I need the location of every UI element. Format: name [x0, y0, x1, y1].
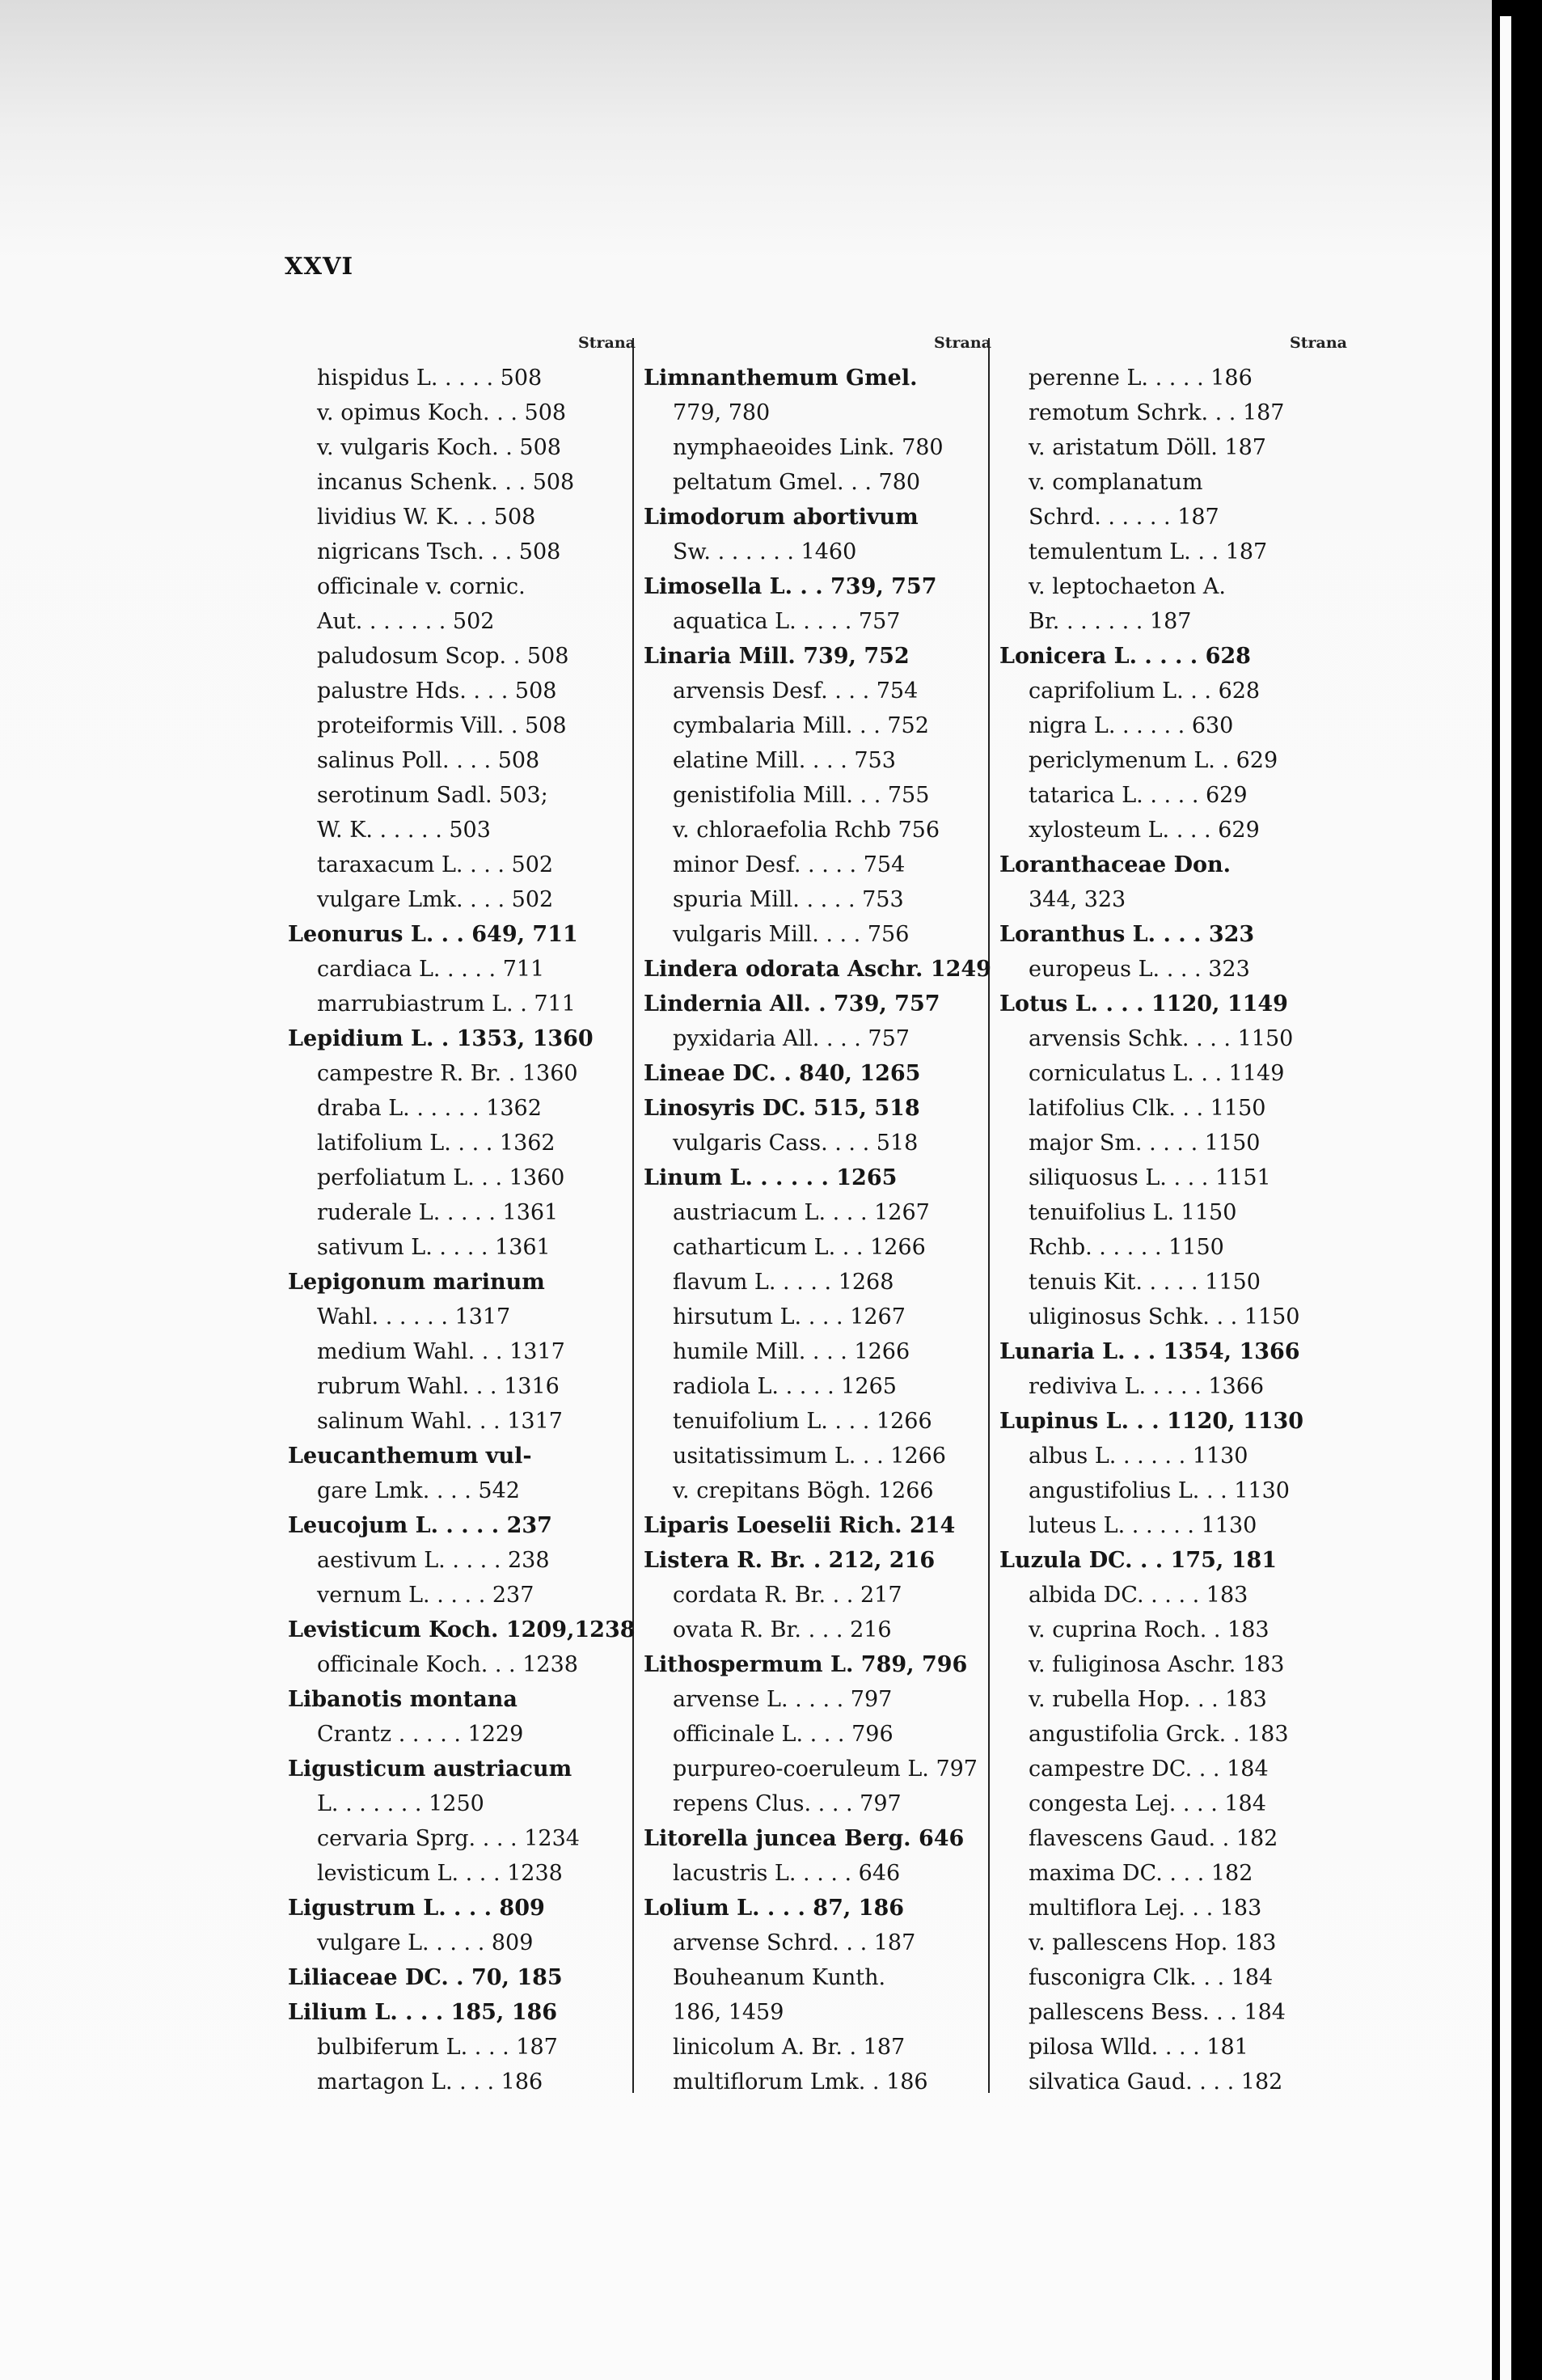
index-entry-species: proteiformis Vill. . 508 [317, 713, 567, 738]
index-entry-genus: Leucanthemum vul- [288, 1444, 532, 1469]
index-entry-genus: Limnanthemum Gmel. [644, 366, 918, 391]
index-entry-genus: Limodorum abortivum [644, 505, 919, 530]
index-column-3 [999, 332, 1347, 2099]
index-entry-species: Wahl. . . . . . 1317 [317, 1304, 511, 1330]
index-entry-species: linicolum A. Br. . 187 [673, 2035, 906, 2060]
index-entry-species: pyxidaria All. . . . 757 [673, 1026, 910, 1051]
index-entry-genus: Lilium L. . . . 185, 186 [288, 2000, 558, 2025]
index-entry-species: nigra L. . . . . . 630 [1029, 713, 1234, 738]
column-header: Strana [578, 334, 636, 352]
column-header: Strana [1290, 334, 1347, 352]
index-entry-species: flavum L. . . . . 1268 [673, 1270, 894, 1295]
index-entry-species: gare Lmk. . . . 542 [317, 1478, 520, 1503]
index-entry-species: sativum L. . . . . 1361 [317, 1235, 551, 1260]
index-entry-species: hirsutum L. . . . 1267 [673, 1304, 906, 1330]
index-entry-species: v. aristatum Döll. 187 [1029, 435, 1266, 460]
index-entry-genus: Levisticum Koch. 1209,1238 [288, 1617, 636, 1642]
index-entry-species: v. rubella Hop. . . 183 [1029, 1687, 1267, 1712]
index-entry-species: arvensis Schk. . . . 1150 [1029, 1026, 1294, 1051]
index-entry-species: genistifolia Mill. . . 755 [673, 783, 930, 808]
index-entry-genus: Libanotis montana [288, 1687, 518, 1712]
index-entry-genus: Linaria Mill. 739, 752 [644, 644, 910, 669]
next-page-edge [1500, 16, 1511, 2380]
index-entry-genus: Listera R. Br. . 212, 216 [644, 1548, 936, 1573]
index-entry-genus: Lithospermum L. 789, 796 [644, 1652, 968, 1677]
index-entry-species: vulgaris Cass. . . . 518 [673, 1131, 919, 1156]
index-entry-species: spuria Mill. . . . . 753 [673, 887, 904, 912]
index-entry-species: temulentum L. . . 187 [1029, 539, 1268, 564]
index-entry-genus: Leonurus L. . . 649, 711 [288, 922, 578, 947]
index-entry-species: cordata R. Br. . . 217 [673, 1583, 902, 1608]
index-entry-genus: Loranthus L. . . . 323 [999, 922, 1255, 947]
index-entry-species: albida DC. . . . . 183 [1029, 1583, 1248, 1608]
index-entry-species: lacustris L. . . . . 646 [673, 1861, 901, 1886]
index-entry-species: incanus Schenk. . . 508 [317, 470, 575, 495]
index-entry-species: medium Wahl. . . 1317 [317, 1339, 565, 1364]
index-entry-species: ruderale L. . . . . 1361 [317, 1200, 559, 1225]
index-entry-species: officinale Koch. . . 1238 [317, 1652, 578, 1677]
index-entry-genus: Liparis Loeselii Rich. 214 [644, 1513, 956, 1538]
index-entry-species: arvense Schrd. . . 187 [673, 1930, 916, 1955]
index-entry-genus: Lindernia All. . 739, 757 [644, 991, 940, 1017]
index-column-1 [288, 332, 636, 2099]
index-entry-species: uliginosus Schk. . . 1150 [1029, 1304, 1300, 1330]
index-entry-species: elatine Mill. . . . 753 [673, 748, 896, 773]
index-entry-species: remotum Schrk. . . 187 [1029, 400, 1285, 425]
index-entry-species: radiola L. . . . . 1265 [673, 1374, 897, 1399]
index-entry-species: W. K. . . . . . 503 [317, 818, 491, 843]
index-entry-species: caprifolium L. . . 628 [1029, 678, 1261, 704]
index-entry-species: periclymenum L. . 629 [1029, 748, 1278, 773]
index-entry-genus: Leucojum L. . . . . 237 [288, 1513, 552, 1538]
index-entry-genus: Ligustrum L. . . . 809 [288, 1896, 545, 1921]
index-entry-species: 779, 780 [673, 400, 771, 425]
index-entry-species: luteus L. . . . . . 1130 [1029, 1513, 1257, 1538]
index-entry-species: v. cuprina Roch. . 183 [1029, 1617, 1270, 1642]
index-entry-species: vulgaris Mill. . . . 756 [673, 922, 910, 947]
index-entry-species: xylosteum L. . . . 629 [1029, 818, 1260, 843]
index-entry-species: cervaria Sprg. . . . 1234 [317, 1826, 580, 1851]
index-entry-species: nigricans Tsch. . . 508 [317, 539, 561, 564]
index-entry-species: 186, 1459 [673, 2000, 784, 2025]
index-entry-species: hispidus L. . . . . 508 [317, 366, 543, 391]
index-entry-species: minor Desf. . . . . 754 [673, 852, 906, 877]
index-entry-species: v. crepitans Bögh. 1266 [673, 1478, 934, 1503]
index-entry-species: v. opimus Koch. . . 508 [317, 400, 567, 425]
index-column-2 [644, 332, 991, 2099]
index-entry-species: taraxacum L. . . . 502 [317, 852, 554, 877]
index-entry-species: tenuifolium L. . . . 1266 [673, 1409, 932, 1434]
index-entry-species: repens Clus. . . . 797 [673, 1791, 902, 1816]
column-header: Strana [934, 334, 991, 352]
index-entry-species: purpureo-coeruleum L. 797 [673, 1756, 978, 1782]
index-entry-species: nymphaeoides Link. 780 [673, 435, 944, 460]
index-entry-species: campestre DC. . . 184 [1029, 1756, 1269, 1782]
index-entry-species: pallescens Bess. . . 184 [1029, 2000, 1286, 2025]
index-entry-species: paludosum Scop. . 508 [317, 644, 569, 669]
index-entry-species: major Sm. . . . . 1150 [1029, 1131, 1261, 1156]
index-entry-species: v. complanatum [1029, 470, 1203, 495]
index-entry-species: perenne L. . . . . 186 [1029, 366, 1253, 391]
index-entry-species: latifolium L. . . . 1362 [317, 1131, 556, 1156]
index-entry-species: 344, 323 [1029, 887, 1126, 912]
index-entry-species: aestivum L. . . . . 238 [317, 1548, 550, 1573]
index-entry-genus: Liliaceae DC. . 70, 185 [288, 1965, 563, 1990]
index-entry-species: fusconigra Clk. . . 184 [1029, 1965, 1274, 1990]
index-entry-species: salinum Wahl. . . 1317 [317, 1409, 563, 1434]
index-entry-species: aquatica L. . . . . 757 [673, 609, 901, 634]
index-entry-species: v. vulgaris Koch. . 508 [317, 435, 561, 460]
index-entry-genus: Lolium L. . . . 87, 186 [644, 1896, 905, 1921]
index-entry-species: Sw. . . . . . . 1460 [673, 539, 857, 564]
index-entry-species: lividius W. K. . . 508 [317, 505, 536, 530]
index-entry-species: campestre R. Br. . 1360 [317, 1061, 578, 1086]
page-number: XXVI [285, 252, 354, 280]
index-entry-species: marrubiastrum L. . 711 [317, 991, 576, 1017]
index-entry-species: congesta Lej. . . . 184 [1029, 1791, 1266, 1816]
index-entry-species: rediviva L. . . . . 1366 [1029, 1374, 1265, 1399]
index-entry-species: maxima DC. . . . 182 [1029, 1861, 1253, 1886]
index-entry-species: cardiaca L. . . . . 711 [317, 957, 545, 982]
index-entry-genus: Litorella juncea Berg. 646 [644, 1826, 965, 1851]
index-entry-species: latifolius Clk. . . 1150 [1029, 1096, 1266, 1121]
index-entry-species: Crantz . . . . . 1229 [317, 1722, 524, 1747]
index-entry-species: silvatica Gaud. . . . 182 [1029, 2069, 1283, 2095]
index-entry-genus: Lepidium L. . 1353, 1360 [288, 1026, 594, 1051]
index-entry-species: Rchb. . . . . . 1150 [1029, 1235, 1224, 1260]
index-entry-species: peltatum Gmel. . . 780 [673, 470, 921, 495]
index-entry-species: humile Mill. . . . 1266 [673, 1339, 910, 1364]
index-entry-species: angustifolius L. . . 1130 [1029, 1478, 1290, 1503]
index-entry-genus: Lotus L. . . . 1120, 1149 [999, 991, 1288, 1017]
index-entry-species: arvensis Desf. . . . 754 [673, 678, 919, 704]
index-entry-genus: Lupinus L. . . 1120, 1130 [999, 1409, 1304, 1434]
index-entry-species: tenuifolius L. 1150 [1029, 1200, 1237, 1225]
index-entry-species: L. . . . . . . 1250 [317, 1791, 484, 1816]
index-entry-species: multiflorum Lmk. . 186 [673, 2069, 928, 2095]
index-entry-species: multiflora Lej. . . 183 [1029, 1896, 1262, 1921]
index-entry-genus: Lunaria L. . . 1354, 1366 [999, 1339, 1300, 1364]
index-entry-genus: Linosyris DC. 515, 518 [644, 1096, 920, 1121]
index-entry-species: draba L. . . . . . 1362 [317, 1096, 542, 1121]
index-entry-species: salinus Poll. . . . 508 [317, 748, 540, 773]
index-entry-species: corniculatus L. . . 1149 [1029, 1061, 1285, 1086]
index-entry-species: austriacum L. . . . 1267 [673, 1200, 930, 1225]
index-entry-species: tenuis Kit. . . . . 1150 [1029, 1270, 1261, 1295]
index-entry-species: palustre Hds. . . . 508 [317, 678, 557, 704]
index-entry-species: pilosa Wlld. . . . 181 [1029, 2035, 1248, 2060]
index-entry-genus: Lepigonum marinum [288, 1270, 545, 1295]
index-entry-genus: Loranthaceae Don. [999, 852, 1231, 877]
index-entry-species: cymbalaria Mill. . . 752 [673, 713, 929, 738]
index-entry-species: v. leptochaeton A. [1029, 574, 1226, 599]
index-entry-species: vulgare L. . . . . 809 [317, 1930, 534, 1955]
index-entry-species: tatarica L. . . . . 629 [1029, 783, 1248, 808]
index-entry-species: Aut. . . . . . . 502 [317, 609, 495, 634]
index-entry-species: serotinum Sadl. 503; [317, 783, 548, 808]
index-entry-species: arvense L. . . . . 797 [673, 1687, 893, 1712]
index-entry-genus: Linum L. . . . . . 1265 [644, 1165, 898, 1190]
index-entry-species: Schrd. . . . . . 187 [1029, 505, 1219, 530]
index-entry-species: v. fuliginosa Aschr. 183 [1029, 1652, 1285, 1677]
index-entry-species: bulbiferum L. . . . 187 [317, 2035, 558, 2060]
index-entry-species: perfoliatum L. . . 1360 [317, 1165, 565, 1190]
index-entry-species: siliquosus L. . . . 1151 [1029, 1165, 1271, 1190]
index-entry-species: usitatissimum L. . . 1266 [673, 1444, 946, 1469]
index-entry-species: vernum L. . . . . 237 [317, 1583, 534, 1608]
index-entry-genus: Lindera odorata Aschr. 1249 [644, 957, 991, 982]
index-entry-species: v. chloraefolia Rchb 756 [673, 818, 940, 843]
index-entry-species: vulgare Lmk. . . . 502 [317, 887, 554, 912]
index-entry-species: levisticum L. . . . 1238 [317, 1861, 563, 1886]
index-entry-species: angustifolia Grck. . 183 [1029, 1722, 1289, 1747]
index-entry-species: ovata R. Br. . . . 216 [673, 1617, 892, 1642]
index-entry-species: albus L. . . . . . 1130 [1029, 1444, 1248, 1469]
index-entry-species: officinale v. cornic. [317, 574, 526, 599]
index-entry-genus: Limosella L. . . 739, 757 [644, 574, 937, 599]
index-entry-genus: Lonicera L. . . . . 628 [999, 644, 1251, 669]
index-entry-species: europeus L. . . . 323 [1029, 957, 1250, 982]
index-entry-species: flavescens Gaud. . 182 [1029, 1826, 1278, 1851]
index-entry-genus: Lineae DC. . 840, 1265 [644, 1061, 921, 1086]
index-entry-genus: Luzula DC. . . 175, 181 [999, 1548, 1278, 1573]
index-entry-species: Bouheanum Kunth. [673, 1965, 886, 1990]
index-entry-species: catharticum L. . . 1266 [673, 1235, 926, 1260]
index-entry-species: officinale L. . . . 796 [673, 1722, 894, 1747]
index-entry-species: rubrum Wahl. . . 1316 [317, 1374, 560, 1399]
index-entry-species: v. pallescens Hop. 183 [1029, 1930, 1277, 1955]
index-entry-species: Br. . . . . . . 187 [1029, 609, 1192, 634]
index-entry-genus: Ligusticum austriacum [288, 1756, 572, 1782]
index-entry-species: martagon L. . . . 186 [317, 2069, 543, 2095]
